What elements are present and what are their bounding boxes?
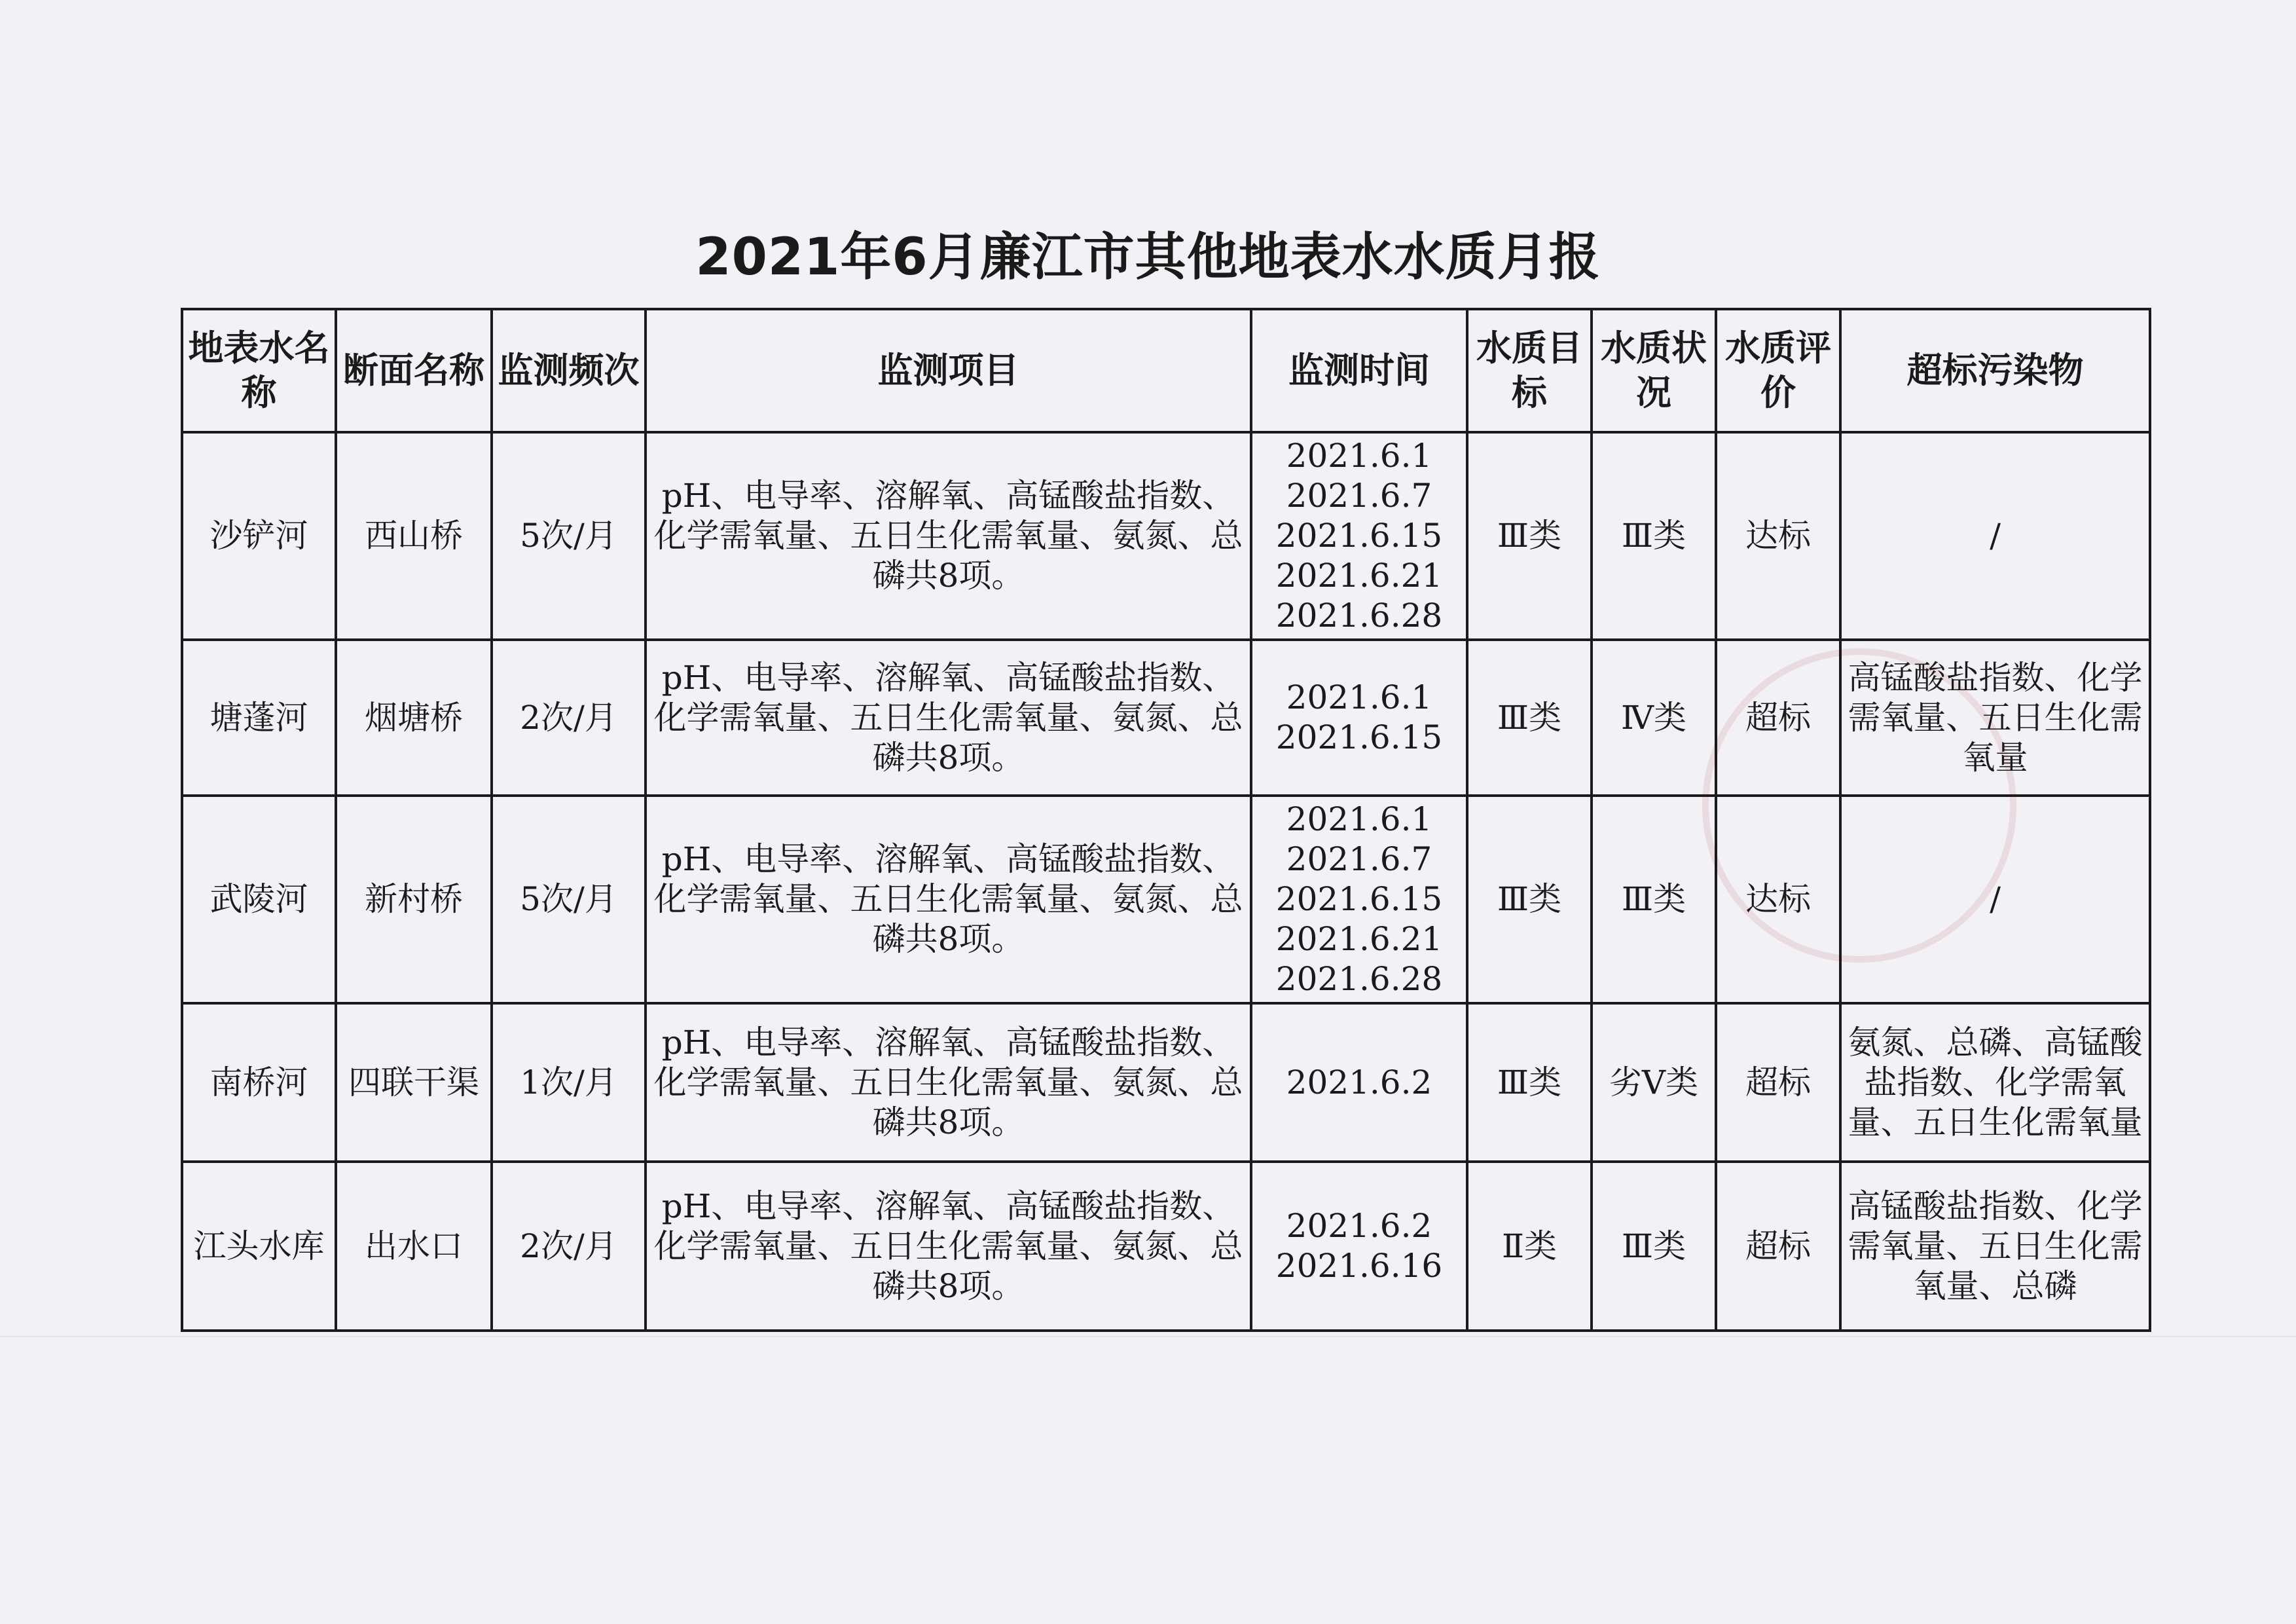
- report-title: 2021年6月廉江市其他地表水水质月报: [695, 228, 1601, 287]
- header-evaluation: 水质评价: [1716, 309, 1840, 432]
- pollutants-cell: 高锰酸盐指数、化学需氧量、五日生化需氧量: [1840, 640, 2150, 796]
- frequency-cell: 2次/月: [492, 640, 646, 796]
- dates-cell: [1251, 796, 1467, 1003]
- dates-cell: [1251, 640, 1467, 796]
- evaluation-cell: 超标: [1716, 640, 1840, 796]
- items-cell: pH、电导率、溶解氧、高锰酸盐指数、化学需氧量、五日生化需氧量、氨氮、总磷共8项。: [646, 796, 1251, 1003]
- status-cell: Ⅳ类: [1592, 640, 1716, 796]
- date-line: 2021.6.15: [1275, 517, 1443, 555]
- paper-fold-line: [0, 1336, 2296, 1337]
- section-cell: 新村桥: [336, 796, 492, 1003]
- header-frequency: 监测频次: [492, 309, 646, 432]
- header-water-body: 地表水名称: [182, 309, 336, 432]
- date-line: 2021.6.1: [1286, 678, 1432, 716]
- dates-cell: [1251, 1162, 1467, 1331]
- frequency-cell: 1次/月: [492, 1003, 646, 1162]
- water-quality-table: [181, 308, 2151, 1332]
- frequency-cell: 5次/月: [492, 796, 646, 1003]
- evaluation-cell: 达标: [1716, 796, 1840, 1003]
- date-line: 2021.6.7: [1286, 840, 1432, 878]
- dates-cell: [1251, 432, 1467, 640]
- table-row: [182, 1162, 2150, 1331]
- status-cell: Ⅲ类: [1592, 432, 1716, 640]
- table-row: [182, 640, 2150, 796]
- evaluation-cell: 超标: [1716, 1003, 1840, 1162]
- pollutants-cell: /: [1840, 432, 2150, 640]
- items-cell: pH、电导率、溶解氧、高锰酸盐指数、化学需氧量、五日生化需氧量、氨氮、总磷共8项。: [646, 1003, 1251, 1162]
- header-row: [182, 309, 2150, 432]
- date-line: 2021.6.15: [1275, 718, 1443, 756]
- status-cell: 劣Ⅴ类: [1592, 1003, 1716, 1162]
- water-body-cell: 沙铲河: [182, 432, 336, 640]
- date-line: 2021.6.2: [1286, 1207, 1432, 1245]
- evaluation-cell: 达标: [1716, 432, 1840, 640]
- table-row: [182, 432, 2150, 640]
- water-body-cell: 塘蓬河: [182, 640, 336, 796]
- water-body-cell: 南桥河: [182, 1003, 336, 1162]
- dates-cell: [1251, 1003, 1467, 1162]
- date-line: 2021.6.28: [1275, 597, 1443, 635]
- status-cell: Ⅲ类: [1592, 796, 1716, 1003]
- date-line: 2021.6.7: [1286, 477, 1432, 515]
- header-pollutants: 超标污染物: [1840, 309, 2150, 432]
- date-line: 2021.6.1: [1286, 800, 1432, 838]
- section-cell: 西山桥: [336, 432, 492, 640]
- pollutants-cell: 高锰酸盐指数、化学需氧量、五日生化需氧量、总磷: [1840, 1162, 2150, 1331]
- table-row: [182, 796, 2150, 1003]
- section-cell: 出水口: [336, 1162, 492, 1331]
- status-cell: Ⅲ类: [1592, 1162, 1716, 1331]
- items-cell: pH、电导率、溶解氧、高锰酸盐指数、化学需氧量、五日生化需氧量、氨氮、总磷共8项。: [646, 432, 1251, 640]
- date-line: 2021.6.21: [1275, 557, 1443, 595]
- water-body-cell: 武陵河: [182, 796, 336, 1003]
- header-target: 水质目标: [1467, 309, 1592, 432]
- items-cell: pH、电导率、溶解氧、高锰酸盐指数、化学需氧量、五日生化需氧量、氨氮、总磷共8项。: [646, 1162, 1251, 1331]
- header-dates: 监测时间: [1251, 309, 1467, 432]
- date-line: 2021.6.21: [1275, 920, 1443, 958]
- target-cell: Ⅲ类: [1467, 796, 1592, 1003]
- header-status: 水质状况: [1592, 309, 1716, 432]
- header-items: 监测项目: [646, 309, 1251, 432]
- pollutants-cell: /: [1840, 796, 2150, 1003]
- section-cell: 烟塘桥: [336, 640, 492, 796]
- frequency-cell: 5次/月: [492, 432, 646, 640]
- date-line: 2021.6.1: [1286, 437, 1432, 475]
- target-cell: Ⅲ类: [1467, 640, 1592, 796]
- target-cell: Ⅲ类: [1467, 432, 1592, 640]
- target-cell: Ⅱ类: [1467, 1162, 1592, 1331]
- items-cell: pH、电导率、溶解氧、高锰酸盐指数、化学需氧量、五日生化需氧量、氨氮、总磷共8项。: [646, 640, 1251, 796]
- section-cell: 四联干渠: [336, 1003, 492, 1162]
- date-line: 2021.6.16: [1275, 1247, 1443, 1285]
- target-cell: Ⅲ类: [1467, 1003, 1592, 1162]
- evaluation-cell: 超标: [1716, 1162, 1840, 1331]
- table-row: [182, 1003, 2150, 1162]
- pollutants-cell: 氨氮、总磷、高锰酸盐指数、化学需氧量、五日生化需氧量: [1840, 1003, 2150, 1162]
- water-body-cell: 江头水库: [182, 1162, 336, 1331]
- frequency-cell: 2次/月: [492, 1162, 646, 1331]
- date-line: 2021.6.28: [1275, 960, 1443, 998]
- header-section: 断面名称: [336, 309, 492, 432]
- date-line: 2021.6.15: [1275, 880, 1443, 918]
- date-line: 2021.6.2: [1286, 1063, 1432, 1101]
